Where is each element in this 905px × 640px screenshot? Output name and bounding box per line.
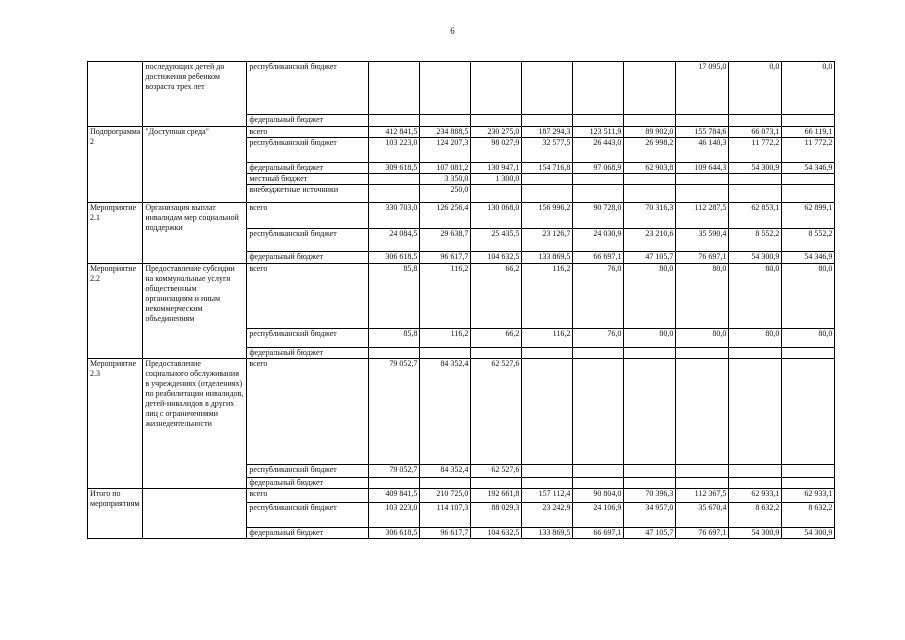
amount-cell: [573, 465, 624, 478]
amount-cell: 62 933,1: [782, 489, 835, 503]
amount-cell: 85,8: [369, 264, 420, 329]
funding-source-cell: всего: [247, 489, 369, 503]
amount-cell: [573, 359, 624, 465]
amount-cell: [573, 348, 624, 359]
amount-cell: [624, 62, 676, 115]
table-row: [88, 203, 835, 229]
amount-cell: 80,0: [782, 264, 835, 329]
amount-cell: 89 902,0: [624, 127, 676, 138]
funding-source-cell: федеральный бюджет: [247, 348, 369, 359]
amount-cell: [369, 478, 420, 489]
amount-cell: 409 841,5: [369, 489, 420, 503]
amount-cell: [573, 478, 624, 489]
amount-cell: 155 784,6: [676, 127, 729, 138]
amount-cell: [522, 185, 573, 203]
amount-cell: 35 590,4: [676, 229, 729, 252]
measure-code-cell: Мероприятие 2.3: [88, 359, 143, 489]
amount-cell: [676, 359, 729, 465]
amount-cell: 107 081,2: [420, 163, 471, 174]
amount-cell: 11 772,2: [729, 138, 782, 163]
amount-cell: 103 223,0: [369, 138, 420, 163]
amount-cell: 66 697,1: [573, 252, 624, 264]
amount-cell: 8 632,2: [782, 503, 835, 528]
funding-source-cell: федеральный бюджет: [247, 115, 369, 127]
amount-cell: 80,0: [676, 264, 729, 329]
funding-source-cell: внебюджетные источники: [247, 185, 369, 203]
amount-cell: 96 617,7: [420, 528, 471, 539]
amount-cell: [729, 348, 782, 359]
funding-source-cell: местный бюджет: [247, 174, 369, 185]
amount-cell: 70 396,3: [624, 489, 676, 503]
amount-cell: 35 670,4: [676, 503, 729, 528]
amount-cell: 116,2: [420, 329, 471, 348]
amount-cell: [522, 359, 573, 465]
amount-cell: 54 346,9: [782, 163, 835, 174]
amount-cell: 66,2: [471, 329, 522, 348]
amount-cell: 123 511,9: [573, 127, 624, 138]
amount-cell: 330 703,0: [369, 203, 420, 229]
amount-cell: 80,0: [624, 329, 676, 348]
amount-cell: [624, 478, 676, 489]
amount-cell: 32 577,5: [522, 138, 573, 163]
amount-cell: 85,8: [369, 329, 420, 348]
amount-cell: [573, 174, 624, 185]
amount-cell: 112 287,5: [676, 203, 729, 229]
table-row: [88, 62, 835, 115]
amount-cell: 62 899,1: [782, 203, 835, 229]
amount-cell: [471, 62, 522, 115]
amount-cell: [676, 348, 729, 359]
table-body: [88, 62, 835, 539]
amount-cell: 23 210,6: [624, 229, 676, 252]
amount-cell: [369, 62, 420, 115]
amount-cell: 309 618,5: [369, 163, 420, 174]
amount-cell: 8 552,2: [729, 229, 782, 252]
funding-source-cell: всего: [247, 359, 369, 465]
funding-source-cell: федеральный бюджет: [247, 252, 369, 264]
amount-cell: [729, 185, 782, 203]
amount-cell: 76,0: [573, 264, 624, 329]
amount-cell: 29 638,7: [420, 229, 471, 252]
amount-cell: 80,0: [676, 329, 729, 348]
amount-cell: 62 527,6: [471, 465, 522, 478]
amount-cell: 230 275,0: [471, 127, 522, 138]
amount-cell: 187 294,3: [522, 127, 573, 138]
amount-cell: [624, 174, 676, 185]
amount-cell: [369, 185, 420, 203]
amount-cell: 80,0: [624, 264, 676, 329]
amount-cell: 79 052,7: [369, 465, 420, 478]
amount-cell: [729, 174, 782, 185]
amount-cell: 26 998,2: [624, 138, 676, 163]
amount-cell: [676, 174, 729, 185]
funding-source-cell: федеральный бюджет: [247, 163, 369, 174]
amount-cell: 80,0: [729, 264, 782, 329]
amount-cell: 54 346,9: [782, 252, 835, 264]
measure-name-cell: Предоставление социального обслуживания в учреждениях (отделениях) по реабилитации инвалидов, детей-инвалидов в других лиц с ограничениями жизнедеятельности: [143, 359, 247, 489]
measure-name-cell: "Доступная среда": [143, 127, 247, 203]
amount-cell: [676, 185, 729, 203]
funding-source-cell: республиканский бюджет: [247, 329, 369, 348]
amount-cell: 54 300,9: [729, 528, 782, 539]
measure-name-cell: последующих детей до достижения ребенком возраста трех лет: [143, 62, 247, 127]
measure-code-cell: [88, 62, 143, 127]
amount-cell: 116,2: [522, 329, 573, 348]
amount-cell: 84 352,4: [420, 359, 471, 465]
amount-cell: [369, 115, 420, 127]
amount-cell: 96 617,7: [420, 252, 471, 264]
amount-cell: 23 126,7: [522, 229, 573, 252]
amount-cell: 157 112,4: [522, 489, 573, 503]
amount-cell: [782, 465, 835, 478]
amount-cell: 47 105,7: [624, 252, 676, 264]
amount-cell: 62 853,1: [729, 203, 782, 229]
amount-cell: 3 350,0: [420, 174, 471, 185]
amount-cell: [729, 478, 782, 489]
budget-table: [87, 61, 835, 539]
amount-cell: 234 888,5: [420, 127, 471, 138]
amount-cell: 250,0: [420, 185, 471, 203]
funding-source-cell: республиканский бюджет: [247, 465, 369, 478]
amount-cell: [782, 359, 835, 465]
funding-source-cell: федеральный бюджет: [247, 528, 369, 539]
amount-cell: 126 256,4: [420, 203, 471, 229]
amount-cell: 156 996,2: [522, 203, 573, 229]
amount-cell: 109 644,3: [676, 163, 729, 174]
amount-cell: [729, 115, 782, 127]
amount-cell: 66 073,1: [729, 127, 782, 138]
amount-cell: [782, 185, 835, 203]
amount-cell: 62 933,1: [729, 489, 782, 503]
funding-source-cell: федеральный бюджет: [247, 478, 369, 489]
amount-cell: 90 728,0: [573, 203, 624, 229]
amount-cell: [522, 348, 573, 359]
amount-cell: [782, 115, 835, 127]
amount-cell: 84 352,4: [420, 465, 471, 478]
amount-cell: 25 435,5: [471, 229, 522, 252]
amount-cell: [420, 115, 471, 127]
amount-cell: 26 443,0: [573, 138, 624, 163]
amount-cell: 76 697,1: [676, 528, 729, 539]
amount-cell: 24 106,9: [573, 503, 624, 528]
amount-cell: 114 107,3: [420, 503, 471, 528]
page-number: 6: [450, 26, 455, 36]
amount-cell: [420, 478, 471, 489]
amount-cell: [522, 115, 573, 127]
funding-source-cell: республиканский бюджет: [247, 229, 369, 252]
amount-cell: [420, 348, 471, 359]
amount-cell: 79 052,7: [369, 359, 420, 465]
amount-cell: 47 105,7: [624, 528, 676, 539]
amount-cell: 11 772,2: [782, 138, 835, 163]
amount-cell: 17 095,0: [676, 62, 729, 115]
amount-cell: 80,0: [729, 329, 782, 348]
amount-cell: 66 119,1: [782, 127, 835, 138]
measure-code-cell: Мероприятие 2.2: [88, 264, 143, 359]
amount-cell: 192 661,8: [471, 489, 522, 503]
amount-cell: [729, 465, 782, 478]
amount-cell: 1 300,0: [471, 174, 522, 185]
amount-cell: 306 618,5: [369, 252, 420, 264]
amount-cell: 210 725,0: [420, 489, 471, 503]
amount-cell: 412 841,5: [369, 127, 420, 138]
amount-cell: 54 300,9: [782, 528, 835, 539]
amount-cell: [624, 465, 676, 478]
table-row: [88, 127, 835, 138]
amount-cell: 76,0: [573, 329, 624, 348]
measure-code-cell: Итого по мероприятиям: [88, 489, 143, 539]
amount-cell: 0,0: [782, 62, 835, 115]
amount-cell: 24 030,9: [573, 229, 624, 252]
amount-cell: [522, 174, 573, 185]
amount-cell: 62 903,8: [624, 163, 676, 174]
measure-name-cell: Организация выплат инвалидам мер социальной поддержки: [143, 203, 247, 264]
amount-cell: 46 140,3: [676, 138, 729, 163]
amount-cell: 54 300,9: [729, 163, 782, 174]
amount-cell: [471, 115, 522, 127]
funding-source-cell: республиканский бюджет: [247, 503, 369, 528]
amount-cell: [471, 478, 522, 489]
amount-cell: 23 242,9: [522, 503, 573, 528]
amount-cell: 112 367,5: [676, 489, 729, 503]
amount-cell: 66,2: [471, 264, 522, 329]
amount-cell: 116,2: [420, 264, 471, 329]
amount-cell: 76 697,1: [676, 252, 729, 264]
amount-cell: 130 947,1: [471, 163, 522, 174]
amount-cell: [471, 185, 522, 203]
amount-cell: 133 869,5: [522, 528, 573, 539]
amount-cell: 306 618,5: [369, 528, 420, 539]
amount-cell: 104 632,5: [471, 528, 522, 539]
amount-cell: 97 068,9: [573, 163, 624, 174]
amount-cell: [573, 62, 624, 115]
amount-cell: 130 068,0: [471, 203, 522, 229]
amount-cell: 8 552,2: [782, 229, 835, 252]
funding-source-cell: республиканский бюджет: [247, 138, 369, 163]
amount-cell: 54 300,9: [729, 252, 782, 264]
amount-cell: [729, 359, 782, 465]
amount-cell: 104 632,5: [471, 252, 522, 264]
amount-cell: 0,0: [729, 62, 782, 115]
amount-cell: 34 957,0: [624, 503, 676, 528]
table-row: [88, 489, 835, 503]
funding-source-cell: всего: [247, 203, 369, 229]
measure-code-cell: Мероприятие 2.1: [88, 203, 143, 264]
measure-name-cell: [143, 489, 247, 539]
amount-cell: 24 084,5: [369, 229, 420, 252]
funding-source-cell: республиканский бюджет: [247, 62, 369, 115]
amount-cell: [624, 115, 676, 127]
amount-cell: [676, 478, 729, 489]
amount-cell: 133 869,5: [522, 252, 573, 264]
amount-cell: [782, 348, 835, 359]
amount-cell: [624, 185, 676, 203]
funding-source-cell: всего: [247, 264, 369, 329]
amount-cell: 8 632,2: [729, 503, 782, 528]
amount-cell: 98 027,9: [471, 138, 522, 163]
amount-cell: 154 716,8: [522, 163, 573, 174]
amount-cell: 66 697,1: [573, 528, 624, 539]
amount-cell: [522, 62, 573, 115]
measure-code-cell: Подпрограмма 2: [88, 127, 143, 203]
amount-cell: 70 316,3: [624, 203, 676, 229]
amount-cell: [522, 465, 573, 478]
amount-cell: [782, 174, 835, 185]
amount-cell: [624, 359, 676, 465]
amount-cell: [676, 465, 729, 478]
amount-cell: [573, 185, 624, 203]
amount-cell: [471, 348, 522, 359]
amount-cell: 88 029,3: [471, 503, 522, 528]
amount-cell: 124 207,3: [420, 138, 471, 163]
amount-cell: 116,2: [522, 264, 573, 329]
amount-cell: [369, 174, 420, 185]
amount-cell: 80,0: [782, 329, 835, 348]
amount-cell: [369, 348, 420, 359]
amount-cell: [420, 62, 471, 115]
table-row: [88, 359, 835, 465]
amount-cell: [624, 348, 676, 359]
amount-cell: [573, 115, 624, 127]
amount-cell: [782, 478, 835, 489]
amount-cell: 62 527,6: [471, 359, 522, 465]
amount-cell: [522, 478, 573, 489]
table-row: [88, 264, 835, 329]
amount-cell: 90 804,0: [573, 489, 624, 503]
amount-cell: [676, 115, 729, 127]
amount-cell: 103 223,0: [369, 503, 420, 528]
measure-name-cell: Предоставление субсидии на коммунальные услуги общественным организациям и иным некоммерческим объединениям: [143, 264, 247, 359]
funding-source-cell: всего: [247, 127, 369, 138]
